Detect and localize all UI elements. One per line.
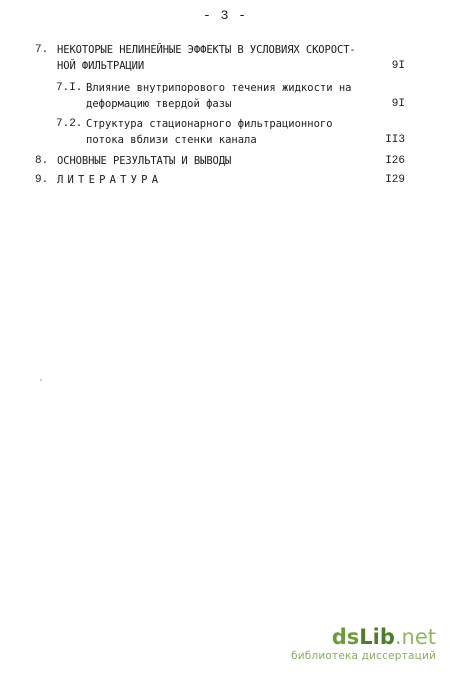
watermark-logo: dsLib.net: [331, 625, 436, 649]
toc-entry-8-number: 8.: [35, 155, 49, 167]
toc-entry-7-title-line1: НЕКОТОРЫЕ НЕЛИНЕЙНЫЕ ЭФФЕКТЫ В УСЛОВИЯХ СКОРОСТ-: [57, 44, 356, 56]
scan-speck: [40, 379, 42, 381]
toc-entry-7-1-title-line2: деформацию твердой фазы: [86, 98, 232, 110]
toc-entry-7-2-title-line2: потока вблизи стенки канала: [86, 134, 257, 146]
toc-entry-7-page: 9I: [391, 60, 405, 72]
toc-entry-8-page: I26: [385, 155, 405, 167]
toc-entry-7-number: 7.: [35, 44, 49, 56]
toc-entry-7-2-page: II3: [385, 134, 405, 146]
toc-entry-7-2-title-line1: Структура стационарного фильтрационного: [86, 118, 333, 130]
toc-entry-9-page: I29: [385, 174, 405, 186]
toc-entry-9-title: ЛИТЕРАТУРА: [57, 174, 163, 186]
toc-entry-7-2-number: 7.2.: [56, 118, 83, 130]
toc-entry-7-1-title-line1: Влияние внутрипорового течения жидкости на: [86, 82, 352, 94]
toc-entry-7-title-line2: НОЙ ФИЛЬТРАЦИИ: [57, 60, 145, 72]
watermark: [291, 626, 436, 662]
page-number: - 3 -: [202, 8, 247, 23]
toc-entry-8-title: ОСНОВНЫЕ РЕЗУЛЬТАТЫ И ВЫВОДЫ: [57, 155, 232, 167]
watermark-subtitle: библиотека диссертаций: [291, 650, 436, 662]
toc-entry-7-1-number: 7.I.: [56, 82, 83, 94]
toc-entry-9-number: 9.: [35, 174, 49, 186]
table-of-contents: [0, 0, 450, 200]
toc-entry-7-1-page: 9I: [391, 98, 405, 110]
